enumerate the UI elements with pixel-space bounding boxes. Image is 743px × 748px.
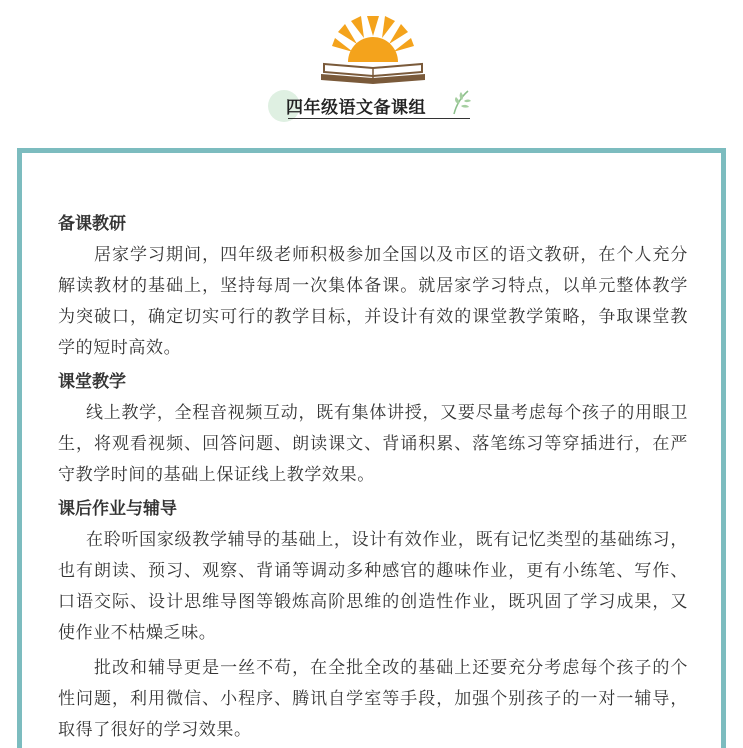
section-heading: 备课教研: [58, 214, 126, 234]
section-paragraph: 批改和辅导更是一丝不苟，在全批全改的基础上还要充分考虑每个孩子的个性问题，利用微信、小程序、腾讯自学室等手段，加强个别孩子的一对一辅导，取得了很好的学习效果。: [58, 658, 688, 740]
article-body: [58, 210, 688, 746]
title-block: [268, 88, 478, 124]
leaf-icon: [450, 88, 472, 116]
section-paragraph: 在聆听国家级教学辅导的基础上，设计有效作业，既有记忆类型的基础练习，也有朗读、预习、观察、背诵等调动多种感官的趣味作业，更有小练笔、写作、口语交际、设计思维导图等锻炼高阶思维的创造性作业，既巩固了学习成果，又使作业不枯燥乏味。: [58, 530, 688, 643]
section-paragraph: 居家学习期间，四年级老师积极参加全国以及市区的语文教研，在个人充分解读教材的基础上，坚持每周一次集体备课。就居家学习特点，以单元整体教学为突破口，确定切实可行的教学目标，并设计有效的课堂教学策略，争取课堂教学的短时高效。: [58, 245, 688, 358]
page-title: 四年级语文备课组: [286, 98, 426, 118]
sun-book-icon: [318, 14, 428, 84]
title-underline: [288, 118, 470, 119]
section-paragraph: 线上教学，全程音视频互动，既有集体讲授，又要尽量考虑每个孩子的用眼卫生，将观看视频、回答问题、朗读课文、背诵积累、落笔练习等穿插进行，在严守教学时间的基础上保证线上教学效果。: [58, 403, 688, 485]
section-heading: 课后作业与辅导: [58, 499, 177, 519]
section-heading: 课堂教学: [58, 372, 126, 392]
